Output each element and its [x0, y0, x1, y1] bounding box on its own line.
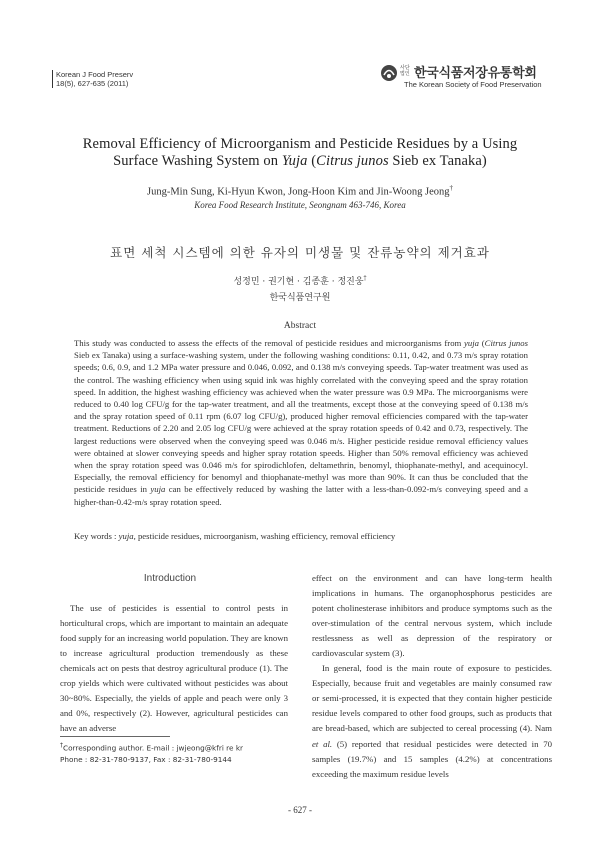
footnote-phone: Phone : 82-31-780-9137, Fax : 82-31-780-9144 — [60, 754, 232, 764]
left-column — [60, 601, 288, 736]
korean-affiliation: 한국식품연구원 — [269, 293, 331, 303]
korean-title: 표면 세척 시스템에 의한 유자의 미생물 및 잔류농약의 제거효과 — [110, 245, 490, 260]
journal-citation — [52, 70, 133, 88]
footnote-email: †Corresponding author. E-mail : jwjeong@kfri re kr — [60, 742, 244, 753]
journal-volume: 18(5), 627-635 (2011) — [56, 79, 129, 88]
footnote — [60, 740, 290, 765]
affiliation: Korea Food Research Institute, Seongnam 463-746, Korea — [194, 200, 406, 210]
keywords: Key words : yuja, pesticide residues, microorganism, washing efficiency, removal efficiency — [74, 531, 396, 541]
intro-paragraph-1: The use of pesticides is essential to control pests in horticultural crops, which are important to maintain an adequate food supply for an increasing world population. They are known to increase agricultural production tremendously as these chemicals act on pests that destroy agricultural produce (1). The crop yields which were cultivated without pesticides was about 30~80%. Especially, the yields of apple and peach were only 3 and 0%, respectively (2). However, agricultural pesticides can have an adverse — [60, 603, 288, 734]
introduction-heading: Introduction — [143, 573, 197, 584]
title-line-2: Surface Washing System on Yuja (Citrus junos Sieb ex Tanaka) — [113, 153, 487, 169]
paper-title — [40, 136, 560, 170]
abstract-body: This study was conducted to assess the effects of the removal of pesticide residues and microorganisms from yuja (Citrus junos Sieb ex Tanaka) using a surface-washing system, under the following washing conditions: 0.11, 0.42, and 0.73 m/s spray rotation speeds; 0.6, 0.9, and 1.2 MPa water pressure and 0.046, 0.092, and 0.138 m/s conveying speeds. Tap-water treatment was used as the control. The washing efficiency when using squid ink was highly correlated with the conveying speed and the spray rotation speed. In addition, the highest washing efficiency was achieved when the water pressure was 0.9 MPa. The microorganisms were reduced to 0.40 log CFU/g for the tap-water treatment, and all the treatments, except those at the conveying speed of 0.138 m/s and the spray rotation speed of 0.11 rpm (6.07 log CFU/g), produced higher removal efficiencies compared with the tap-water treatment. Reductions of 2.20 and 2.05 log CFU/g were achieved at the spray rotation speeds of 0.42 and 0.73, respectively. The largest reductions were observed when the conveying speed was 0.046 m/s. Higher pesticide residue removal efficiency values were obtained at slower conveying speeds and higher spray rotation speeds. Higher than 50% removal efficiency was achieved when the spray rotation speed was 0.046 m/s for spirodichlofen, deltamethrin, benomyl, thiophanate-methyl, and acequinocyl. Especially, the removal efficiency for benomyl and thiophanate-methyl was more than 90%. It can thus be concluded that the pesticide residues in yuja can be effectively reduced by washing the latter with a less-than-0.092-m/s conveying speed and a higher-than-0.42-m/s spray rotation speed. — [74, 338, 529, 507]
intro-paragraph-1-continued: effect on the environment and can have long-term health implications in humans. The organophosphorus pesticides are potent cholinesterase inhibitors and produce symptoms such as the over-stimulation of the central nervous system, which include restlessness as well as depression of the respiratory or cardiovascular system (3). — [312, 573, 552, 659]
journal-name: Korean J Food Preserv — [56, 70, 134, 79]
korean-authors: 성정민 · 권기현 · 김종훈 · 정진웅† — [233, 275, 367, 287]
footnote-rule — [60, 736, 170, 737]
right-column — [312, 571, 552, 782]
society-type: 사단 법인 — [400, 65, 410, 77]
intro-paragraph-2: In general, food is the main route of exposure to pesticides. Especially, because fruit and vegetables are mainly consumed raw or semi-processed, it is expected that they contain higher pesticide residue levels compared to other food groups, such as products that are bread-based, which are subjected to cereal processing (4). Nam et al. (5) reported that residual pesticides were detected in 70 samples (19.7%) and 15 samples (4.2%) at concentrations exceeding the maximum residue levels — [312, 663, 552, 779]
author-list: Jung-Min Sung, Ki-Hyun Kwon, Jong-Hoon Kim and Jin-Woong Jeong† — [147, 184, 453, 198]
page-number: - 627 - — [288, 805, 312, 815]
abstract-heading: Abstract — [283, 321, 317, 331]
society-emblem-icon — [380, 64, 398, 82]
corresponding-mark: † — [449, 184, 453, 192]
title-line-1: Removal Efficiency of Microorganism and Pesticide Residues by a Using — [82, 136, 518, 152]
society-name-english: The Korean Society of Food Preservation — [404, 80, 542, 89]
society-name-korean: 한국식품저장유통학회 — [414, 66, 537, 81]
